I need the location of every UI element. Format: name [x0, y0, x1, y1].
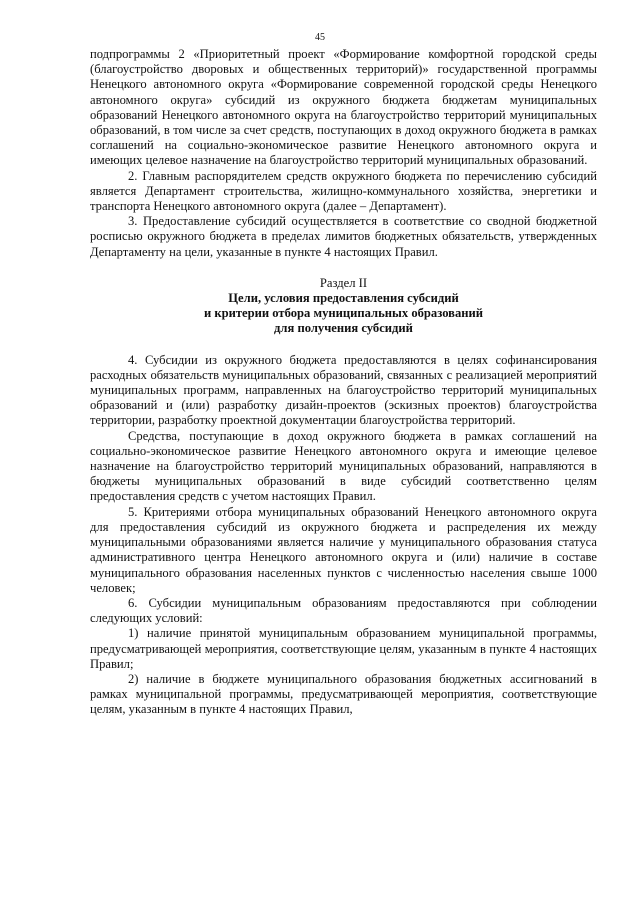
section-title-line: Цели, условия предоставления субсидий — [228, 291, 459, 306]
section-title — [90, 291, 597, 337]
page-number: 45 — [315, 32, 325, 43]
paragraph-3: 3. Предоставление субсидий осуществляется в соответствие со сводной бюджетной росписью окружного бюджета в пределах лимитов бюджетных обязательств, утвержденных Департаменту на цели, указанные в пункте 4 настоящих Правил. — [90, 214, 597, 259]
paragraph-4: 4. Субсидии из окружного бюджета предоставляются в целях софинансирования расходных обязательств муниципальных образований, связанных с реализацией мероприятий муниципальных программ, направленных на благоустройство территорий муниципальных образований и (или) разработку дизайн-проектов (эскизных проектов) благоустройства территории, разработку проектной документации благоустройства территорий. — [90, 352, 597, 428]
paragraph-2: 2. Главным распорядителем средств окружного бюджета по перечислению субсидий является Департамент строительства, жилищно-коммунального хозяйства, энергетики и транспорта Ненецкого автономного округа (далее – Департамент). — [90, 168, 597, 214]
section-title-line: для получения субсидий — [274, 321, 413, 336]
paragraph-6: 6. Субсидии муниципальным образованиям предоставляются при соблюдении следующих условий: — [90, 595, 597, 626]
paragraph-5: 5. Критериями отбора муниципальных образований Ненецкого автономного округа для предоставления субсидий из окружного бюджета и распределения их между муниципальными образованиями является наличие у муниципального образования статуса административного центра Ненецкого автономного округа и (или) наличие в составе муниципального образования населенных пунктов с численностью населения свыше 1000 человек; — [90, 504, 597, 595]
section-number: Раздел II — [319, 275, 368, 290]
section-title-line: и критерии отбора муниципальных образований — [203, 306, 484, 321]
paragraph-continuation: подпрограммы 2 «Приоритетный проект «Формирование комфортной городской среды (благоустройство дворовых и общественных территорий)» государственной программы Ненецкого автономного округа «Формирование современной городской среды Ненецкого автономного округа» субсидий из окружного бюджета бюджетам муниципальных образований Ненецкого автономного округа на благоустройство территорий муниципальных образований, в том числе за счет средств, поступающих в доход окружного бюджета в рамках соглашений на социально-экономическое развитие Ненецкого автономного округа и имеющих целевое назначение на благоустройство территорий муниципальных образований. — [90, 47, 597, 168]
paragraph-4-funds: Средства, поступающие в доход окружного бюджета в рамках соглашений на социально-экономическое развитие Ненецкого автономного округа и имеющие целевое назначение на благоустройство территорий муниципальных образований, направляются в бюджеты муниципальных образований в виде субсидий соответственно целям предоставления средств с учетом настоящих Правил. — [90, 428, 597, 504]
document-body — [90, 47, 597, 718]
condition-2: 2) наличие в бюджете муниципального образования бюджетных ассигнований в рамках муниципальной программы, предусматривающей мероприятия, соответствующие целям, указанным в пункте 4 настоящих Правил, — [90, 671, 597, 717]
condition-1: 1) наличие принятой муниципальным образованием муниципальной программы, предусматривающей мероприятия, соответствующие целям, указанным в пункте 4 настоящих Правил; — [90, 626, 597, 671]
